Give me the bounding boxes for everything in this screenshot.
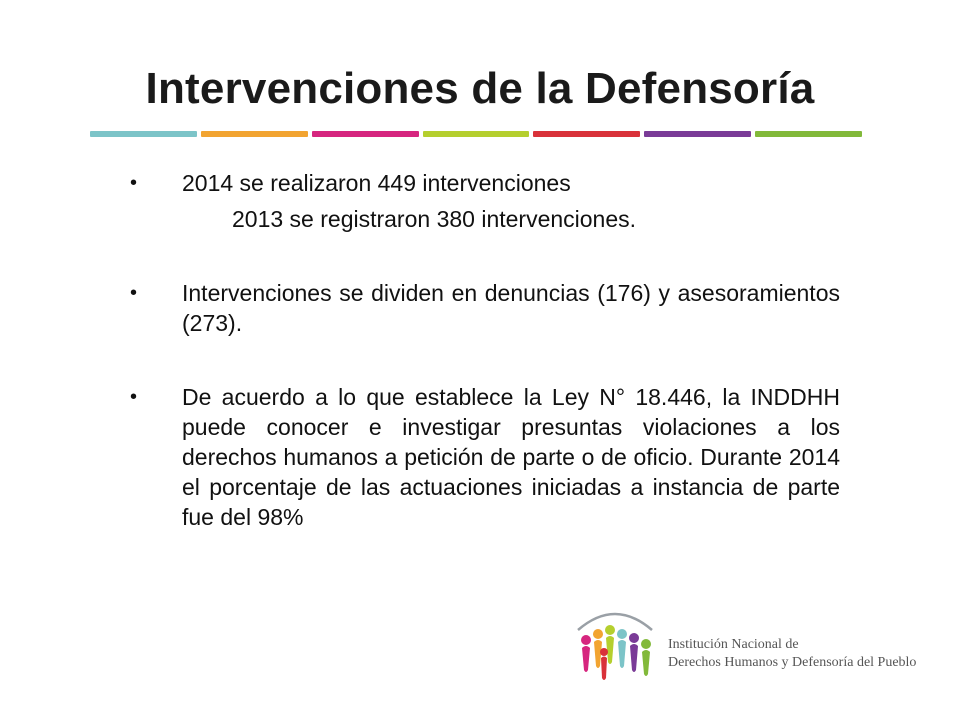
logo-line-1: Institución Nacional de [668,637,799,652]
figure-green [641,639,651,676]
bullet-item [130,168,840,234]
rule-segment [90,131,197,137]
bullet-subtext: 2013 se registraron 380 intervenciones. [232,206,637,232]
bullet-icon: • [130,386,138,408]
people-figures-icon [570,600,660,690]
bullet-icon: • [130,282,138,304]
bullet-item [130,278,840,338]
figure-magenta [581,635,591,672]
title-color-rule [90,131,862,137]
bullet-text: 2014 se realizaron 449 intervenciones [182,170,571,196]
bullet-text: Intervenciones se dividen en denuncias (176) y asesoramientos (273). [182,280,840,336]
rule-segment [533,131,640,137]
rule-segment [312,131,419,137]
rule-segment [644,131,751,137]
figure-purple [629,633,639,672]
institution-logo [570,600,930,690]
figure-teal [617,629,627,668]
bullet-list [130,168,840,532]
rule-segment [755,131,862,137]
rule-segment [201,131,308,137]
spacer [130,234,840,278]
bullet-icon: • [130,172,138,194]
logo-line-2: Derechos Humanos y Defensoría del Pueblo [668,655,917,670]
bullet-item [130,382,840,532]
slide-title: Intervenciones de la Defensoría [145,64,815,113]
spacer [130,338,840,382]
bullet-text: De acuerdo a lo que establece la Ley N° 18.446, la INDDHH puede conocer e investigar presuntas violaciones a los derechos humanos a petición de parte o de oficio. Durante 2014 el porcentaje de las actuaciones iniciadas a instancia de parte fue del 98% [182,384,840,530]
rule-segment [423,131,530,137]
logo-text [668,636,930,672]
figure-red [600,648,608,680]
